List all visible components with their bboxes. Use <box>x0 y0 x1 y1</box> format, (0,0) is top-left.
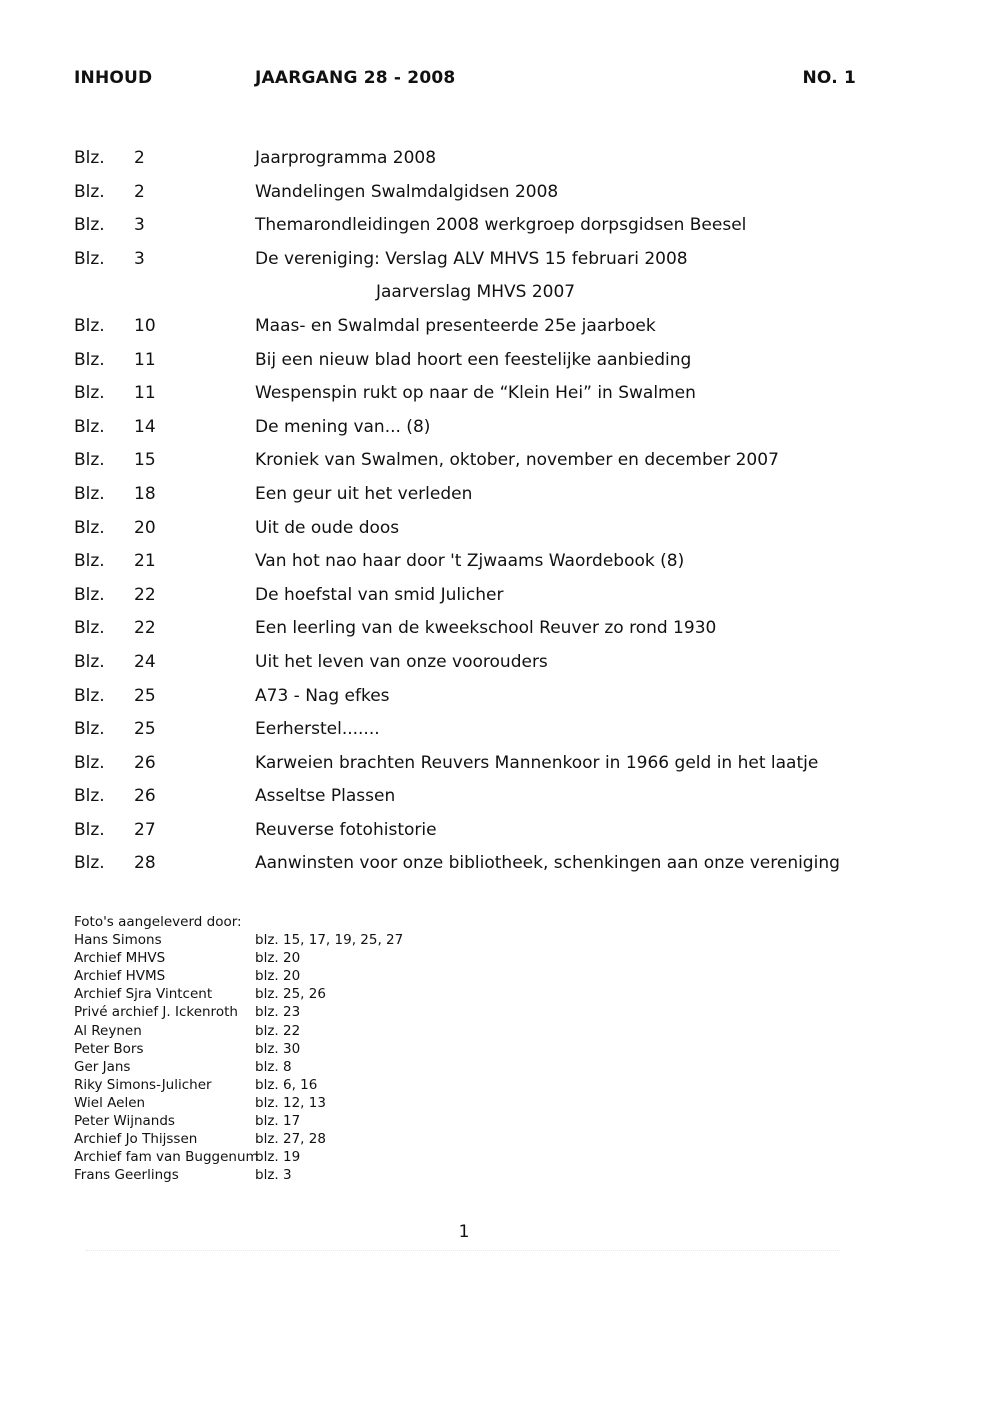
toc-row <box>74 617 874 651</box>
credit-row <box>74 1040 574 1058</box>
credit-photographer: Privé archief J. Ickenroth <box>74 1004 238 1021</box>
toc-article-title: Een leerling van de kweekschool Reuver zo rond 1930 <box>255 618 717 639</box>
toc-page-label: Blz. <box>74 315 105 336</box>
toc-row <box>74 752 874 786</box>
credit-photographer: Archief fam van Buggenum <box>74 1149 259 1166</box>
page-header <box>74 68 856 92</box>
toc-page-number: 20 <box>134 517 156 538</box>
toc-article-title: Jaarprogramma 2008 <box>255 148 437 168</box>
toc-page-label: Blz. <box>74 383 105 404</box>
toc-page-number: 15 <box>134 450 156 471</box>
credit-photographer: Peter Wijnands <box>74 1113 175 1130</box>
toc-article-title: Uit de oude doos <box>255 517 400 538</box>
toc-article-title: Asseltse Plassen <box>255 786 396 807</box>
toc-page-label: Blz. <box>74 349 105 370</box>
toc-page-number: 25 <box>134 685 156 706</box>
toc-row <box>74 349 874 383</box>
credit-photographer: Ger Jans <box>74 1058 131 1075</box>
toc-article-title: Jaarverslag MHVS 2007 <box>376 282 576 303</box>
toc-row <box>74 181 874 215</box>
toc-article-title: A73 - Nag efkes <box>255 685 390 706</box>
credit-pages: blz. 25, 26 <box>255 986 326 1003</box>
photo-credits-list <box>74 931 574 1184</box>
toc-row <box>74 449 874 483</box>
credit-photographer: Archief MHVS <box>74 950 166 967</box>
toc-page-label: Blz. <box>74 819 105 840</box>
toc-page-number: 22 <box>134 584 156 605</box>
toc-page-label: Blz. <box>74 551 105 572</box>
credit-row <box>74 1022 574 1040</box>
credit-pages: blz. 3 <box>255 1167 292 1184</box>
credit-pages: blz. 27, 28 <box>255 1131 326 1148</box>
toc-row <box>74 718 874 752</box>
credit-row <box>74 931 574 949</box>
toc-page-number: 3 <box>134 215 145 236</box>
toc-page-number: 11 <box>134 383 156 404</box>
toc-page-number: 25 <box>134 719 156 740</box>
credit-row <box>74 967 574 985</box>
toc-page-label: Blz. <box>74 450 105 471</box>
credit-row <box>74 1130 574 1148</box>
credit-row <box>74 1166 574 1184</box>
toc-page-number: 21 <box>134 551 156 572</box>
page-number: 1 <box>458 1222 470 1242</box>
toc-page-number: 10 <box>134 315 156 336</box>
toc-row <box>74 416 874 450</box>
header-issue-number: NO. 1 <box>802 68 856 88</box>
toc-row <box>74 315 874 349</box>
toc-article-title: De vereniging: Verslag ALV MHVS 15 februari 2008 <box>255 248 688 269</box>
toc-row <box>74 584 874 618</box>
toc-page-number: 27 <box>134 819 156 840</box>
credit-pages: blz. 12, 13 <box>255 1094 326 1111</box>
table-of-contents <box>74 147 874 886</box>
credit-row <box>74 1148 574 1166</box>
toc-page-label: Blz. <box>74 248 105 269</box>
toc-row <box>74 147 874 181</box>
credit-photographer: Wiel Aelen <box>74 1094 146 1111</box>
toc-page-number: 2 <box>134 148 145 168</box>
toc-article-title: De mening van... (8) <box>255 416 431 437</box>
toc-page-label: Blz. <box>74 483 105 504</box>
toc-page-number: 3 <box>134 248 145 269</box>
credit-row <box>74 949 574 967</box>
toc-row <box>74 785 874 819</box>
toc-page-label: Blz. <box>74 853 105 874</box>
toc-page-number: 2 <box>134 181 145 202</box>
toc-row <box>74 550 874 584</box>
toc-row <box>74 852 874 886</box>
toc-page-label: Blz. <box>74 752 105 773</box>
toc-article-title: Wespenspin rukt op naar de “Klein Hei” in Swalmen <box>255 383 696 404</box>
toc-row <box>74 517 874 551</box>
toc-article-title: Reuverse fotohistorie <box>255 819 437 840</box>
toc-page-label: Blz. <box>74 148 105 168</box>
toc-article-title: Karweien brachten Reuvers Mannenkoor in 1966 geld in het laatje <box>255 752 819 773</box>
credit-pages: blz. 22 <box>255 1022 301 1039</box>
credit-row <box>74 1076 574 1094</box>
credit-photographer: Archief Sjra Vintcent <box>74 986 213 1003</box>
credit-row <box>74 1094 574 1112</box>
toc-row <box>74 685 874 719</box>
toc-page-label: Blz. <box>74 685 105 706</box>
toc-article-title: Aanwinsten voor onze bibliotheek, schenkingen aan onze vereniging <box>255 853 840 874</box>
credit-photographer: Peter Bors <box>74 1040 144 1057</box>
toc-article-title: Van hot nao haar door 't Zjwaams Waordebook (8) <box>255 551 685 572</box>
toc-row <box>74 281 874 315</box>
credit-photographer: Riky Simons-Julicher <box>74 1076 212 1093</box>
toc-row <box>74 382 874 416</box>
photo-credits-heading: Foto's aangeleverd door: <box>74 914 242 930</box>
toc-page-label: Blz. <box>74 215 105 236</box>
toc-article-title: Wandelingen Swalmdalgidsen 2008 <box>255 181 559 202</box>
credit-pages: blz. 30 <box>255 1040 301 1057</box>
toc-page-label: Blz. <box>74 651 105 672</box>
toc-page-number: 11 <box>134 349 156 370</box>
toc-page-number: 28 <box>134 853 156 874</box>
credit-photographer: Hans Simons <box>74 932 162 949</box>
credit-row <box>74 1058 574 1076</box>
credit-photographer: Archief Jo Thijssen <box>74 1131 198 1148</box>
toc-page-label: Blz. <box>74 181 105 202</box>
credit-pages: blz. 8 <box>255 1058 292 1075</box>
credit-pages: blz. 20 <box>255 950 301 967</box>
toc-article-title: Eerherstel....... <box>255 719 380 740</box>
toc-page-label: Blz. <box>74 416 105 437</box>
credit-photographer: Al Reynen <box>74 1022 142 1039</box>
toc-page-number: 22 <box>134 618 156 639</box>
toc-page-number: 24 <box>134 651 156 672</box>
toc-page-number: 18 <box>134 483 156 504</box>
credit-pages: blz. 19 <box>255 1149 301 1166</box>
toc-page-label: Blz. <box>74 584 105 605</box>
toc-row <box>74 248 874 282</box>
toc-article-title: Een geur uit het verleden <box>255 483 473 504</box>
toc-page-label: Blz. <box>74 517 105 538</box>
toc-page-number: 14 <box>134 416 156 437</box>
toc-article-title: Kroniek van Swalmen, oktober, november en december 2007 <box>255 450 779 471</box>
credit-row <box>74 1003 574 1021</box>
toc-page-label: Blz. <box>74 618 105 639</box>
credit-pages: blz. 17 <box>255 1113 301 1130</box>
toc-row <box>74 819 874 853</box>
toc-article-title: Maas- en Swalmdal presenteerde 25e jaarboek <box>255 315 656 336</box>
toc-row <box>74 483 874 517</box>
toc-page-number: 26 <box>134 752 156 773</box>
credit-row <box>74 985 574 1003</box>
toc-page-number: 26 <box>134 786 156 807</box>
toc-row <box>74 651 874 685</box>
header-section-title: INHOUD <box>74 68 153 88</box>
toc-article-title: De hoefstal van smid Julicher <box>255 584 504 605</box>
credit-photographer: Frans Geerlings <box>74 1167 179 1184</box>
toc-article-title: Themarondleidingen 2008 werkgroep dorpsgidsen Beesel <box>255 215 747 236</box>
credit-row <box>74 1112 574 1130</box>
photo-credits <box>74 913 574 1184</box>
credit-pages: blz. 23 <box>255 1004 301 1021</box>
footer-divider <box>86 1250 840 1251</box>
credit-pages: blz. 20 <box>255 968 301 985</box>
credit-pages: blz. 6, 16 <box>255 1076 318 1093</box>
credit-pages: blz. 15, 17, 19, 25, 27 <box>255 932 404 949</box>
toc-article-title: Uit het leven van onze voorouders <box>255 651 548 672</box>
header-volume-year: JAARGANG 28 - 2008 <box>255 68 456 88</box>
toc-page-label: Blz. <box>74 786 105 807</box>
toc-article-title: Bij een nieuw blad hoort een feestelijke aanbieding <box>255 349 692 370</box>
credit-photographer: Archief HVMS <box>74 968 166 985</box>
toc-row <box>74 214 874 248</box>
toc-page-label: Blz. <box>74 719 105 740</box>
